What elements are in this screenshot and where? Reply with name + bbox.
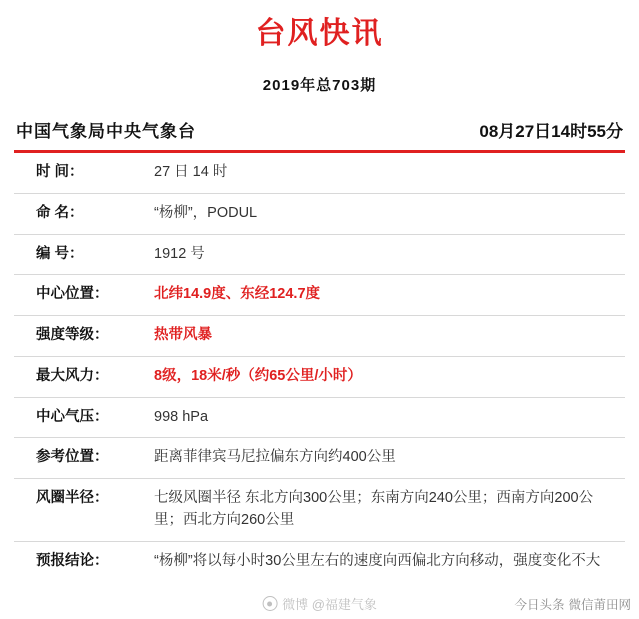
row-value: 27 日 14 时 [154, 164, 228, 180]
row-value: 北纬14.9度、东经124.7度 [154, 286, 321, 303]
toutiao-logo-label: 今日头条 [514, 598, 565, 612]
source-watermark [514, 595, 631, 613]
source-watermark-label: 微信莆田网 [568, 598, 631, 612]
table-row [14, 275, 625, 316]
row-value: “杨柳”将以每小时30公里左右的速度向西偏北方向移动，强度变化不大 [154, 552, 601, 569]
table-row [14, 479, 625, 542]
issue-timestamp: 08月27日14时55分 [479, 122, 623, 141]
table-row [14, 193, 625, 234]
row-value: 热带风暴 [154, 327, 212, 343]
table-row [14, 356, 625, 397]
row-value: “杨柳”，PODUL [154, 204, 258, 221]
row-value: 距离菲律宾马尼拉偏东方向约400公里 [154, 449, 396, 466]
row-label: 中心气压： [36, 408, 109, 425]
weibo-watermark [262, 594, 377, 613]
row-label: 编 号： [36, 245, 84, 262]
issue-number: 2019年总703期 [262, 77, 377, 94]
table-row [14, 316, 625, 357]
weibo-watermark-label: 微博 @福建气象 [282, 597, 377, 612]
row-value: 七级风圈半径 东北方向300公里；东南方向240公里；西南方向200公里；西北方向260公里 [154, 490, 594, 528]
table-row [14, 153, 625, 193]
page-title: 台风快讯 [255, 17, 384, 50]
row-label: 风圈半径： [36, 490, 109, 506]
row-label: 最大风力： [36, 367, 109, 384]
row-label: 强度等级： [36, 327, 109, 343]
row-value: 8级，18米/秒（约65公里/小时） [154, 367, 362, 384]
row-label: 中心位置： [36, 286, 109, 303]
byline [0, 117, 639, 142]
row-value: 1912 号 [154, 245, 205, 262]
row-value: 998 hPa [154, 408, 209, 425]
row-label: 参考位置： [36, 449, 109, 466]
row-label: 命 名： [36, 204, 84, 221]
row-label: 预报结论： [36, 552, 109, 569]
table-row [14, 234, 625, 275]
issuing-agency: 中国气象局中央气象台 [16, 122, 196, 141]
table-row [14, 541, 625, 581]
table-row [14, 397, 625, 438]
bulletin-table [14, 153, 625, 581]
row-label: 时 间： [36, 164, 84, 180]
weibo-eye-icon [262, 596, 277, 611]
table-row [14, 438, 625, 479]
